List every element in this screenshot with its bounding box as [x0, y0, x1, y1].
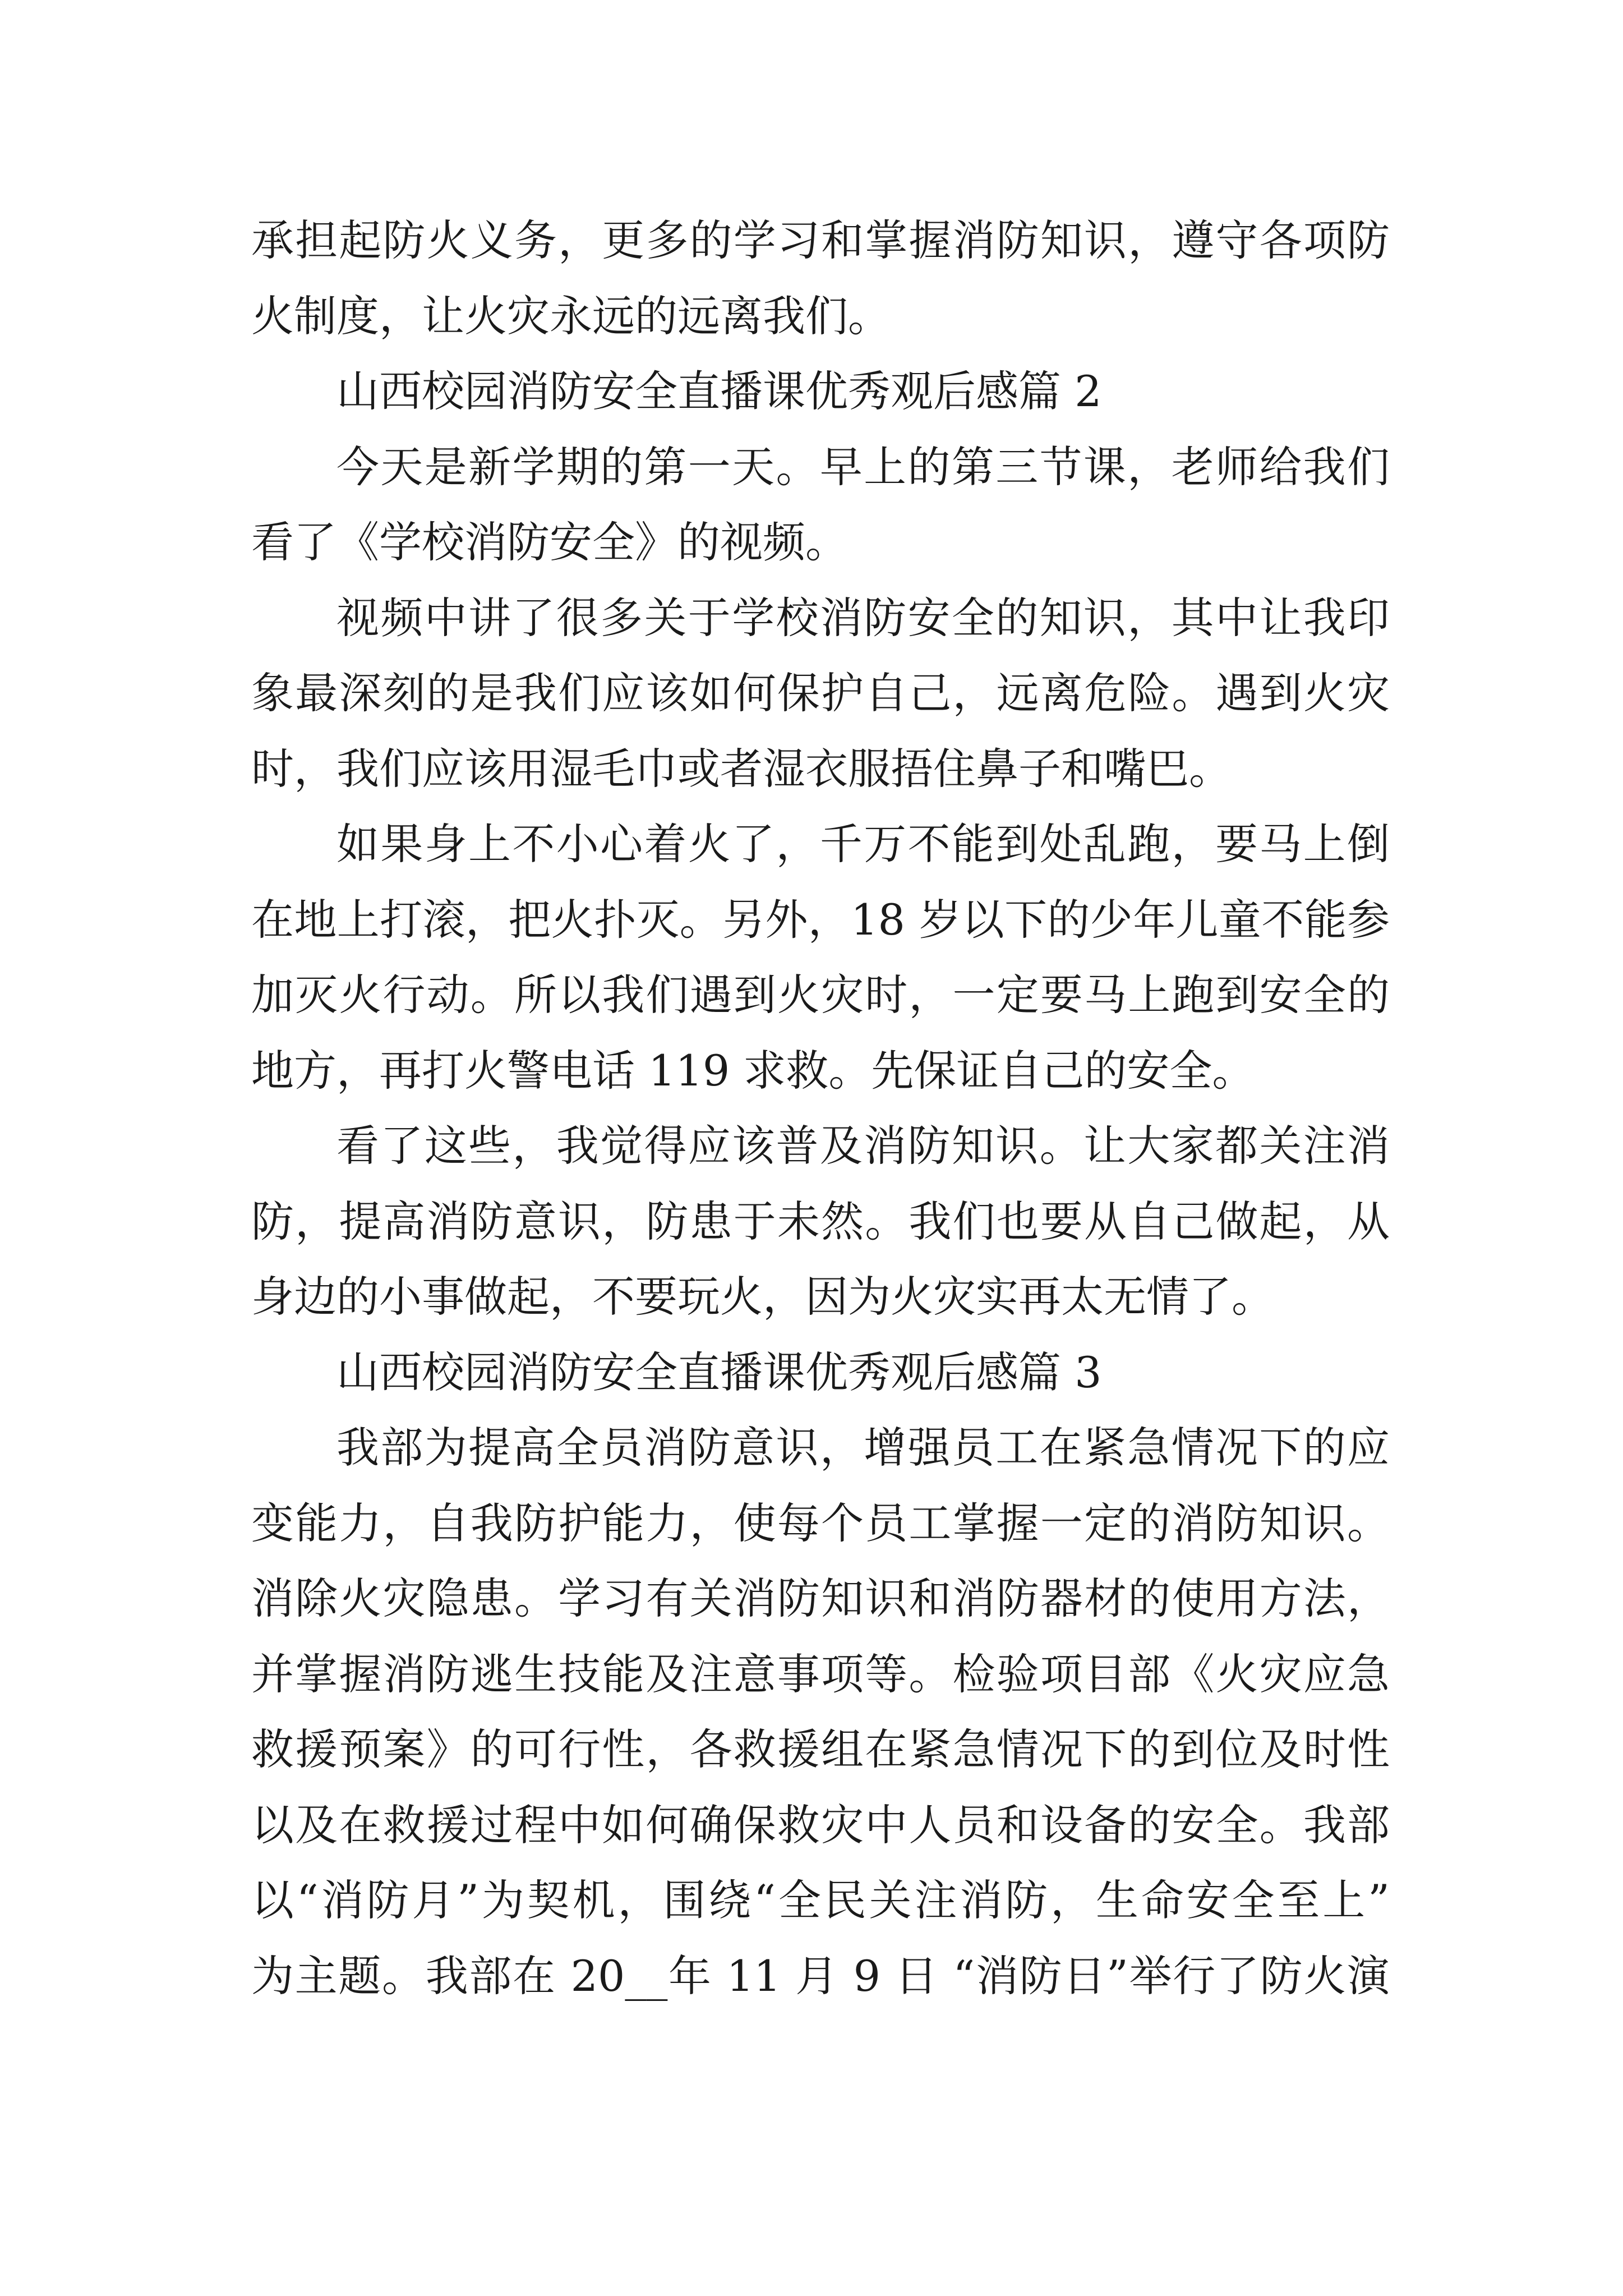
paragraph-line: 并掌握消防逃生技能及注意事项等。检验项目部《火灾应急	[251, 1649, 1390, 1699]
paragraph-line: 消除火灾隐患。学习有关消防知识和消防器材的使用方法，	[251, 1573, 1390, 1623]
paragraph-line: 为主题。我部在 20__年 11 月 9 日 “消防日”举行了防火演	[251, 1950, 1390, 2001]
paragraph-line: 防，提高消防意识，防患于未然。我们也要从自己做起，从	[251, 1196, 1390, 1246]
paragraph-line: 承担起防火义务，更多的学习和掌握消防知识，遵守各项防	[251, 215, 1390, 265]
paragraph-line: 视频中讲了很多关于学校消防安全的知识，其中让我印	[336, 592, 1390, 643]
paragraph-line: 如果身上不小心着火了，千万不能到处乱跑，要马上倒	[336, 819, 1390, 869]
section-heading: 山西校园消防安全直播课优秀观后感篇 2	[336, 366, 1102, 416]
paragraph-line: 看了《学校消防安全》的视频。	[251, 517, 848, 567]
paragraph-line: 救援预案》的可行性，各救援组在紧急情况下的到位及时性	[251, 1724, 1390, 1774]
paragraph-line: 我部为提高全员消防意识，增强员工在紧急情况下的应	[336, 1423, 1390, 1473]
section-heading: 山西校园消防安全直播课优秀观后感篇 3	[336, 1347, 1102, 1397]
paragraph-line: 以“消防月”为契机，围绕“全民关注消防，生命安全至上”	[251, 1875, 1390, 1925]
paragraph-line: 看了这些，我觉得应该普及消防知识。让大家都关注消	[336, 1121, 1390, 1171]
paragraph-line: 以及在救援过程中如何确保救灾中人员和设备的安全。我部	[251, 1800, 1390, 1850]
paragraph-line: 今天是新学期的第一天。早上的第三节课，老师给我们	[336, 441, 1390, 492]
paragraph-line: 象最深刻的是我们应该如何保护自己，远离危险。遇到火灾	[251, 668, 1390, 718]
paragraph-line: 在地上打滚，把火扑灭。另外，18 岁以下的少年儿童不能参	[251, 894, 1390, 945]
paragraph-line: 变能力，自我防护能力，使每个员工掌握一定的消防知识。	[251, 1498, 1390, 1548]
document-body	[251, 203, 1390, 2014]
paragraph-line: 火制度，让火灾永远的远离我们。	[251, 291, 891, 341]
paragraph-line: 加灭火行动。所以我们遇到火灾时，一定要马上跑到安全的	[251, 970, 1390, 1020]
paragraph-line: 地方，再打火警电话 119 求救。先保证自己的安全。	[251, 1045, 1255, 1096]
paragraph-line: 时，我们应该用湿毛巾或者湿衣服捂住鼻子和嘴巴。	[251, 743, 1232, 794]
paragraph-line: 身边的小事做起，不要玩火，因为火灾实再太无情了。	[251, 1272, 1274, 1322]
